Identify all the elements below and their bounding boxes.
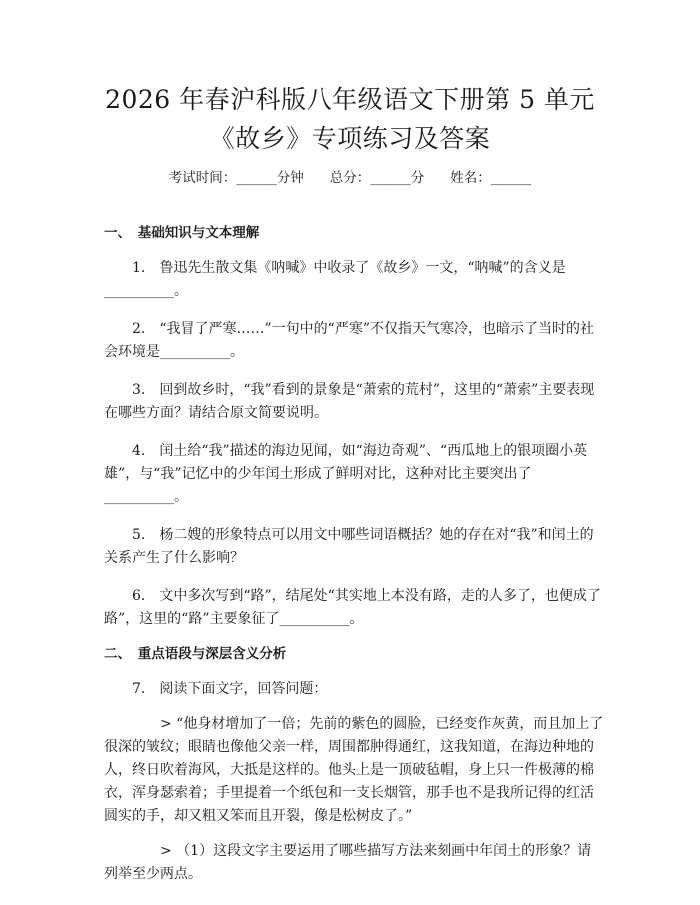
question-3: 3. 回到故乡时，“我”看到的景象是“萧索的荒村”，这里的“萧索”主要表现在哪些方面？请结合原文简要说明。 <box>104 382 595 421</box>
question-5: 5. 杨二嫂的形象特点可以用文中哪些词语概括？她的存在对“我”和闰土的关系产生了什么影响？ <box>104 527 594 566</box>
question-2: 2. “我冒了严寒……”一句中的“严寒”不仅指天气寒冷，也暗示了当时的社会环境是__________。 <box>104 321 594 360</box>
question-1: 1. 鲁迅先生散文集《呐喊》中收录了《故乡》一文，“呐喊”的含义是__________。 <box>104 260 566 299</box>
section-heading-2: 二、 重点语段与深层含义分析 <box>104 646 287 662</box>
quote-subquestion-1: > （1）这段文字主要运用了哪些描写方法来刻画中年闰土的形象？请列举至少两点。 <box>104 843 592 882</box>
document-body <box>104 222 604 886</box>
exam-name: 姓名：______ <box>450 170 532 186</box>
exam-time: 考试时间：______分钟 <box>168 170 304 186</box>
question-7: 7. 阅读下面文字，回答问题： <box>132 681 328 697</box>
title-line-1: 2026 年春沪科版八年级语文下册第 5 单元 <box>105 85 595 114</box>
quote-passage: > “他身材增加了一倍；先前的紫色的圆脸，已经变作灰黄，而且加上了很深的皱纹；眼睛也像他父亲一样，周围都肿得通红，这我知道，在海边种地的人，终日吹着海风，大抵是这样的。他头上是一顶破毡帽，身上只一件极薄的棉衣，浑身瑟索着；手里提着一个纸包和一支长烟管，那手也不是我所记得的红活圆实的手，却又粗又笨而且开裂，像是松树皮了。” <box>104 716 604 824</box>
question-6: 6. 文中多次写到“路”，结尾处“其实地上本没有路，走的人多了，也便成了路”，这里的“路”主要象征了__________。 <box>104 588 601 627</box>
question-4: 4. 闰土给“我”描述的海边见闻，如“海边奇观”、“西瓜地上的银项圈小英雄”，与“我”记忆中的少年闰土形成了鲜明对比，这种对比主要突出了__________。 <box>104 443 588 505</box>
exam-score: 总分：______分 <box>329 170 425 186</box>
section-heading-1: 一、 基础知识与文本理解 <box>104 225 260 241</box>
exam-meta <box>0 168 700 188</box>
title-line-2: 《故乡》专项练习及答案 <box>209 124 491 153</box>
